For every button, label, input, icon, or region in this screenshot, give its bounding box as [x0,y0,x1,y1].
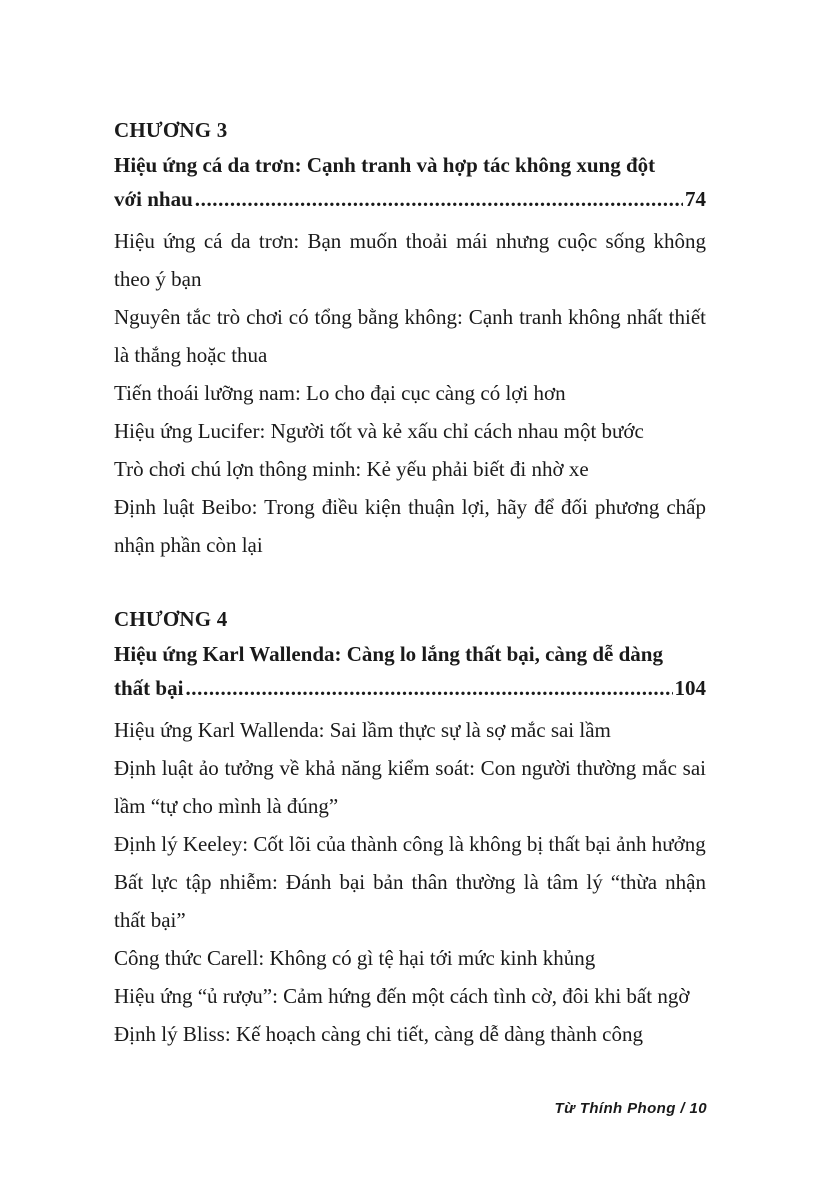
page-footer: Từ Thính Phong / 10 [554,1100,707,1117]
chapter-label: CHƯƠNG 3 [114,118,228,142]
list-item: Hiệu ứng cá da trơn: Bạn muốn thoải mái nhưng cuộc sống không theo ý bạn [114,229,706,291]
list-item: Tiến thoái lưỡng nam: Lo cho đại cục càng có lợi hơn [114,381,566,405]
section-spacer [114,564,706,601]
list-item: Hiệu ứng Karl Wallenda: Sai lầm thực sự là sợ mắc sai lầm [114,718,611,742]
chapter-title: Hiệu ứng Karl Wallenda: Càng lo lắng thất bại, càng dễ dàng [114,642,663,666]
list-item: Nguyên tắc trò chơi có tổng bằng không: Cạnh tranh không nhất thiết là thắng hoặc thua [114,305,706,367]
list-item: Định luật ảo tưởng về khả năng kiểm soát: Con người thường mắc sai lầm “tự cho mình là đúng” [114,756,706,818]
dot-leader [195,182,683,216]
chapter-title: Hiệu ứng cá da trơn: Cạnh tranh và hợp tác không xung đột [114,153,656,177]
chapter-label: CHƯƠNG 4 [114,607,228,631]
list-item: Trò chơi chú lợn thông minh: Kẻ yếu phải biết đi nhờ xe [114,457,589,481]
chapter-3 [114,112,706,564]
chapter-title-continued: thất bại [114,676,184,700]
dot-leader [185,671,672,705]
list-item: Định lý Bliss: Kế hoạch càng chi tiết, càng dễ dàng thành công [114,1022,643,1046]
chapter-title-leader [114,182,706,216]
list-item: Công thức Carell: Không có gì tệ hại tới mức kinh khủng [114,946,596,970]
chapter-4 [114,601,706,1053]
chapter-title-continued: với nhau [114,187,193,211]
table-of-contents [114,112,706,1053]
list-item: Hiệu ứng Lucifer: Người tốt và kẻ xấu chỉ cách nhau một bước [114,419,644,443]
list-item: Bất lực tập nhiễm: Đánh bại bản thân thường là tâm lý “thừa nhận thất bại” [114,870,706,932]
list-item: Hiệu ứng “ủ rượu”: Cảm hứng đến một cách tình cờ, đôi khi bất ngờ [114,984,690,1008]
chapter-page-number: 74 [685,187,706,211]
list-item: Định luật Beibo: Trong điều kiện thuận lợi, hãy để đối phương chấp nhận phần còn lại [114,495,706,557]
list-item: Định lý Keeley: Cốt lõi của thành công là không bị thất bại ảnh hưởng [114,832,706,856]
chapter-title-leader [114,671,706,705]
chapter-page-number: 104 [674,676,706,700]
